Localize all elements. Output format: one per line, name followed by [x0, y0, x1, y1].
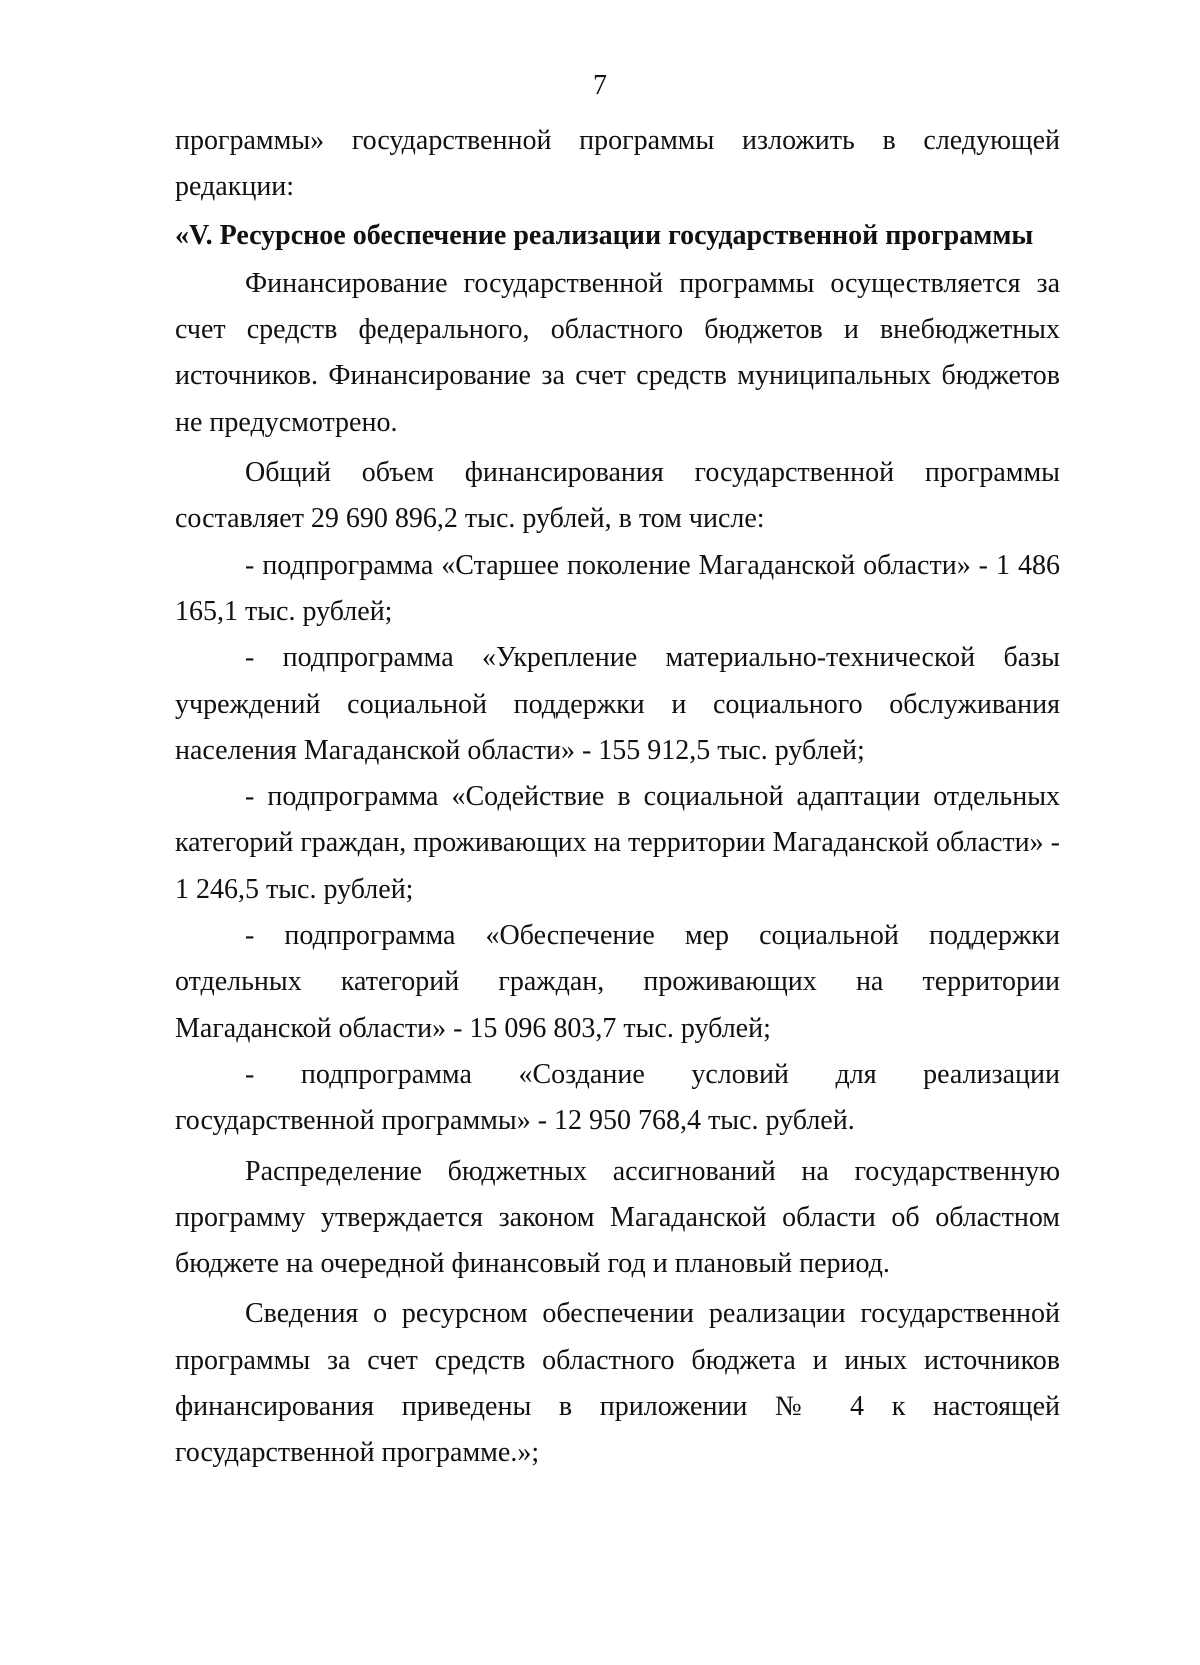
document-body [175, 118, 1060, 1477]
list-item-subprogram-1: - подпрограмма «Старшее поколение Магаданской области» - 1 486 165,1 тыс. рублей; [175, 549, 1060, 627]
list-item-subprogram-4: - подпрограмма «Обеспечение мер социальной поддержки отдельных категорий граждан, проживающих на территории Магаданской области» - 15 096 803,7 тыс. рублей; [175, 920, 1060, 1044]
paragraph-financing-sources: Финансирование государственной программы осуществляется за счет средств федерального, областного бюджетов и внебюджетных источников. Финансирование за счет средств муниципальных бюджетов не предусмотрено. [175, 267, 1060, 438]
paragraph-intro: программы» государственной программы изложить в следующей редакции: [175, 125, 1060, 203]
list-item-subprogram-3: - подпрограмма «Содействие в социальной адаптации отдельных категорий граждан, проживающих на территории Магаданской области» - 1 246,5 тыс. рублей; [175, 781, 1060, 905]
paragraph-total-volume: Общий объем финансирования государственной программы составляет 29 690 896,2 тыс. рублей, в том числе: [175, 457, 1060, 535]
section-heading: «V. Ресурсное обеспечение реализации государственной программы [175, 219, 1034, 251]
paragraph-resource-info: Сведения о ресурсном обеспечении реализации государственной программы за счет средств областного бюджета и иных источников финансирования приведены в приложении № 4 к настоящей государственной программе.»; [175, 1298, 1060, 1469]
list-item-subprogram-5: - подпрограмма «Создание условий для реализации государственной программы» - 12 950 768,4 тыс. рублей. [175, 1058, 1060, 1137]
page-number: 7 [593, 70, 607, 101]
paragraph-budget-distribution: Распределение бюджетных ассигнований на государственную программу утверждается законом Магаданской области об областном бюджете на очередной финансовый год и плановый период. [175, 1155, 1060, 1280]
list-item-subprogram-2: - подпрограмма «Укрепление материально-технической базы учреждений социальной поддержки и социального обслуживания населения Магаданской области» - 155 912,5 тыс. рублей; [175, 642, 1060, 766]
